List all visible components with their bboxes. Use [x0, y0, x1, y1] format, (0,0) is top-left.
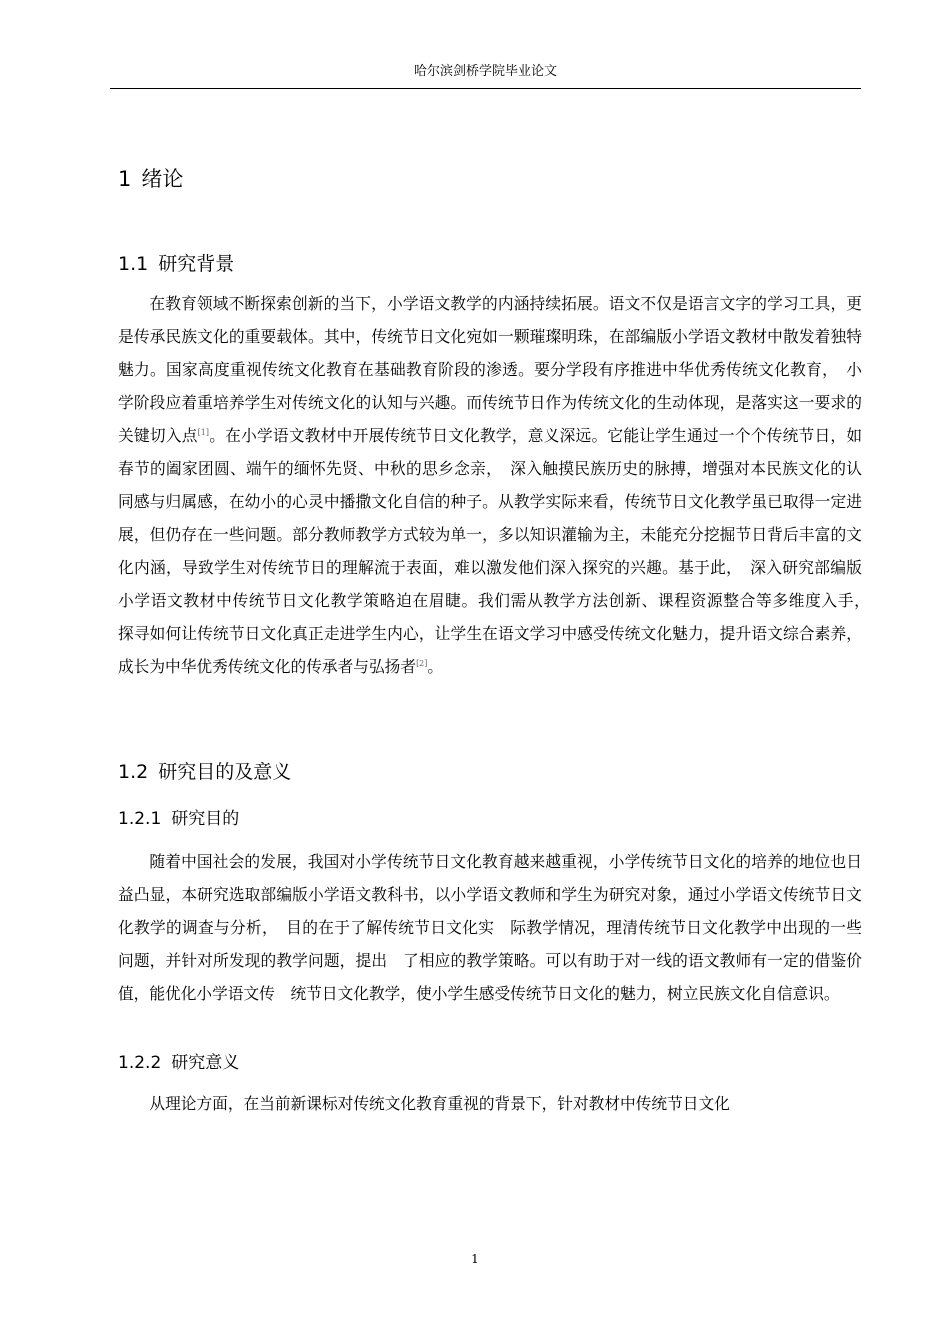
significance-paragraph: 从理论方面，在当前新课标对传统文化教育重视的背景下，针对教材中传统节日文化	[149, 1094, 730, 1113]
background-text-c: 。	[427, 657, 444, 676]
section-number: 1.2	[118, 761, 149, 783]
subsection-heading-1-2-2	[118, 1050, 239, 1076]
subsection-title: 研究意义	[171, 1053, 240, 1073]
page-footer	[0, 1252, 950, 1266]
header-title: 哈尔滨剑桥学院毕业论文	[413, 64, 557, 79]
page-header	[110, 62, 861, 89]
section-title: 研究目的及意义	[158, 761, 292, 783]
subsection-title: 研究目的	[171, 809, 240, 829]
section-title: 研究背景	[158, 253, 235, 275]
chapter-title: 绪论	[141, 167, 184, 191]
citation-1: [1]	[197, 428, 209, 437]
background-text-b: 。在小学语文教材中开展传统节日文化教学，意义深远。它能让学生通过一个个传统节日，如春节的阖家团圆、端午的缅怀先贤、中秋的思乡念亲， 深入触摸民族历史的脉搏，增强对本民族文化的认同感与归属感，在幼小的心灵中播撒文化自信的种子。从教学实际来看，传统节日文化教学虽已取得一定进展，但仍存在一些问题。部分教师教学方式较为单一，多以知识灌输为主，未能充分挖掘节日背后丰富的文化内涵，导致学生对传统节日的理解流于表面，难以激发他们深入探究的兴趣。基于此， 深入研究部编版小学语文教材中传统节日文化教学策略迫在眉睫。我们需从教学方法创新、课程资源整合等多维度入手， 探寻如何让传统节日文化真正走进学生内心，让学生在语文学习中感受传统文化魅力，提升语文综合素养，成长为中华优秀传统文化的传承者与弘扬者	[118, 426, 878, 676]
subsection-number: 1.2.2	[118, 1053, 162, 1073]
chapter-number: 1	[118, 167, 132, 191]
subsection-number: 1.2.1	[118, 809, 162, 829]
section-heading-1-2	[118, 758, 291, 786]
page-number: 1	[471, 1252, 479, 1266]
chapter-heading	[118, 164, 183, 194]
citation-2: [2]	[416, 659, 428, 668]
section-heading-1-1	[118, 250, 234, 278]
background-text-a: 在教育领域不断探索创新的当下，小学语文教学的内涵持续拓展。语文不仅是语言文字的学习工具，更是传承民族文化的重要载体。其中，传统节日文化宛如一颗璀璨明珠，在部编版小学语文教材中散发着独特魅力。国家高度重视传统文化教育在基础教育阶段的渗透。要分学段有序推进中华优秀传统文化教育， 小学阶段应着重培养学生对传统文化的认知与兴趣。而传统节日作为传统文化的生动体现，是落实这一要求的关键切入点	[118, 294, 862, 445]
background-paragraph	[118, 287, 878, 683]
subsection-heading-1-2-1	[118, 806, 239, 832]
purpose-paragraph: 随着中国社会的发展，我国对小学传统节日文化教育越来越重视，小学传统节日文化的培养的地位也日益凸显，本研究选取部编版小学语文教科书，以小学语文教师和学生为研究对象，通过小学语文传统节日文化教学的调查与分析， 目的在于了解传统节日文化实 际教学情况，理清传统节日文化教学中出现的一些问题，并针对所发现的教学问题，提出 了相应的教学策略。可以有助于对一线的语文教师有一定的借鉴价值，能优化小学语文传 统节日文化教学，使小学生感受传统节日文化的魅力，树立民族文化自信意识。	[118, 852, 862, 1003]
section-number: 1.1	[118, 253, 149, 275]
